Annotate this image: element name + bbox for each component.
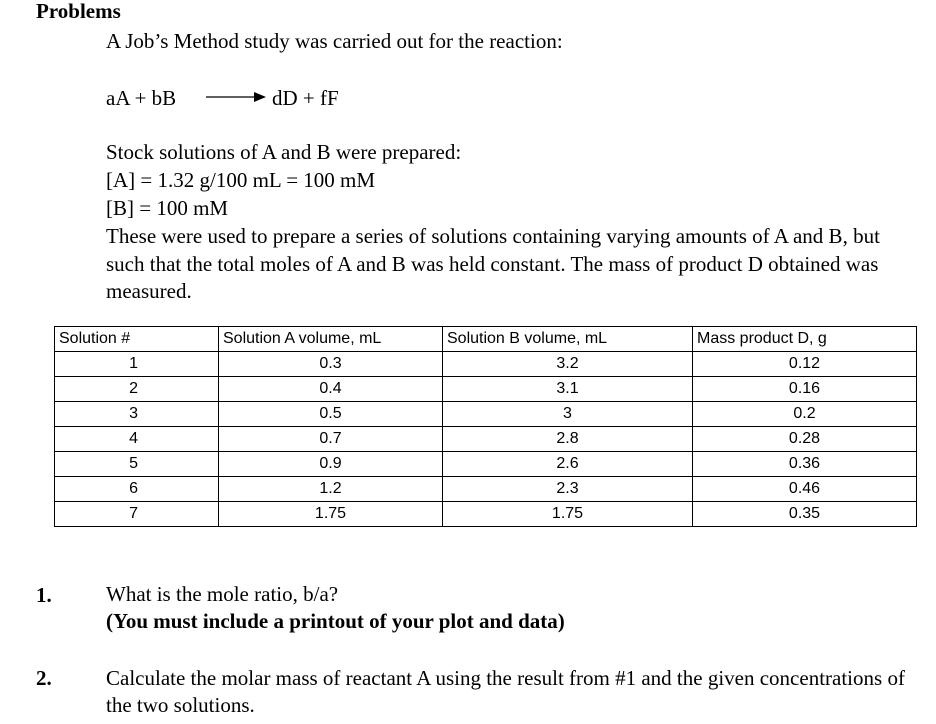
table-header: Solution B volume, mL: [443, 327, 693, 352]
table-cell: 3.1: [443, 377, 693, 402]
page-title: Problems: [36, 0, 121, 23]
stock-intro: Stock solutions of A and B were prepared:: [106, 140, 462, 164]
table-cell: 0.36: [693, 452, 917, 477]
table-header: Solution #: [55, 327, 219, 352]
table-cell: 3.2: [443, 352, 693, 377]
table-cell: 0.46: [693, 477, 917, 502]
table-cell: 2.6: [443, 452, 693, 477]
table-row: [55, 427, 917, 452]
table-row: [55, 402, 917, 427]
reaction-products: dD + fF: [272, 86, 339, 110]
table-row: [55, 452, 917, 477]
table-cell: 0.16: [693, 377, 917, 402]
question-2-number: 2.: [36, 666, 52, 690]
table-header: Solution A volume, mL: [219, 327, 443, 352]
table-cell: 0.35: [693, 502, 917, 527]
table-cell: 3: [443, 402, 693, 427]
table-cell: 4: [55, 427, 219, 452]
data-table: [54, 326, 917, 527]
question-1-number: 1.: [36, 583, 52, 607]
intro-text: A Job’s Method study was carried out for the reaction:: [106, 29, 563, 53]
table-cell: 1.75: [443, 502, 693, 527]
table-row: [55, 377, 917, 402]
table-cell: 0.9: [219, 452, 443, 477]
b-concentration: [B] = 100 mM: [106, 196, 229, 220]
table-cell: 0.3: [219, 352, 443, 377]
table-cell: 3: [55, 402, 219, 427]
table-cell: 1.75: [219, 502, 443, 527]
table-cell: 0.28: [693, 427, 917, 452]
description-paragraph: These were used to prepare a series of solutions containing varying amounts of A and B, but such that the total moles of A and B was held constant. The mass of product D obtained was measured.: [106, 224, 880, 303]
table-cell: 0.2: [693, 402, 917, 427]
question-2-text: Calculate the molar mass of reactant A using the result from #1 and the given concentrations of the two solutions.: [106, 666, 905, 717]
table-header: Mass product D, g: [693, 327, 917, 352]
table-cell: 0.12: [693, 352, 917, 377]
question-1-text: What is the mole ratio, b/a?: [106, 582, 339, 606]
table-cell: 0.5: [219, 402, 443, 427]
table-cell: 2: [55, 377, 219, 402]
table-cell: 0.7: [219, 427, 443, 452]
question-1-note: (You must include a printout of your plot and data): [106, 609, 565, 633]
table-cell: 2.8: [443, 427, 693, 452]
table-row: [55, 477, 917, 502]
reaction-reactants: aA + bB: [106, 86, 177, 110]
table-cell: 1.2: [219, 477, 443, 502]
reaction-arrow-icon: [204, 87, 268, 107]
a-concentration: [A] = 1.32 g/100 mL = 100 mM: [106, 168, 376, 192]
table-cell: 7: [55, 502, 219, 527]
table-row: [55, 352, 917, 377]
table-cell: 5: [55, 452, 219, 477]
table-cell: 2.3: [443, 477, 693, 502]
table-cell: 1: [55, 352, 219, 377]
table-header-row: [55, 327, 917, 352]
table-cell: 0.4: [219, 377, 443, 402]
table-cell: 6: [55, 477, 219, 502]
table-row: [55, 502, 917, 527]
